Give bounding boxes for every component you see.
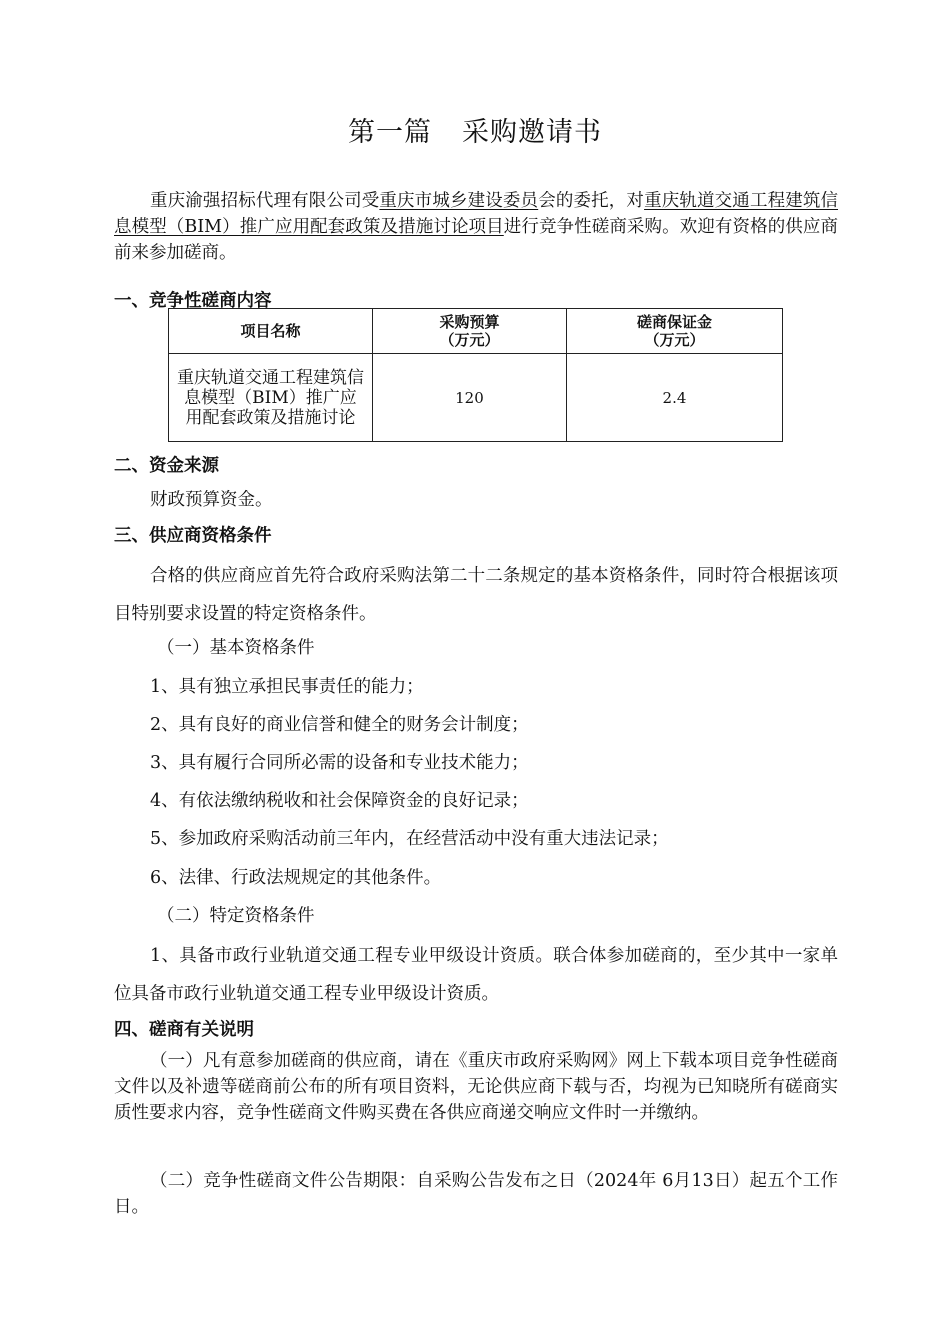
- page-title: [0, 110, 950, 149]
- list-item: 6、法律、行政法规规定的其他条件。: [150, 868, 442, 888]
- special-qualification-title: （二）特定资格条件: [157, 906, 315, 926]
- table-header-deposit: 磋商保证金 （万元）: [566, 309, 782, 354]
- procurement-table: [168, 308, 783, 442]
- section-2-heading: 二、资金来源: [114, 456, 219, 476]
- title-part-2: 采购邀请书: [462, 117, 602, 148]
- table-header-row: [169, 309, 783, 354]
- table-cell-deposit: 2.4: [566, 354, 782, 442]
- section-4-heading: 四、磋商有关说明: [114, 1020, 254, 1040]
- basic-qualification-title: （一）基本资格条件: [157, 638, 315, 658]
- list-item: 4、有依法缴纳税收和社会保障资金的良好记录；: [150, 791, 529, 811]
- list-item: 1、具有独立承担民事责任的能力；: [150, 677, 424, 697]
- table-cell-budget: 120: [372, 354, 566, 442]
- qualification-intro: 合格的供应商应首先符合政府采购法第二十二条规定的基本资格条件，同时符合根据该项目特别要求设置的特定资格条件。: [114, 566, 838, 624]
- intro-mid: 会的委托，对: [538, 191, 645, 211]
- funding-text: 财政预算资金。: [150, 490, 273, 510]
- list-item: 5、参加政府采购活动前三年内，在经营活动中没有重大违法记录；: [150, 829, 669, 849]
- table-row: [169, 354, 783, 442]
- project-name: 重庆轨道交通工程建筑信息模型（BIM）推广应用配套政策及措施讨论项目: [114, 191, 839, 237]
- intro-prefix: 重庆渝强招标代理有限公司受: [150, 191, 380, 211]
- table-header-name: 项目名称: [169, 309, 373, 354]
- section-3-heading: 三、供应商资格条件: [114, 526, 272, 546]
- special-qualification-text: 1、具备市政行业轨道交通工程专业甲级设计资质。联合体参加磋商的，至少其中一家单位具备市政行业轨道交通工程专业甲级设计资质。: [114, 946, 838, 1004]
- intro-suffix: 进行竞争性磋商采购。欢迎有资格的供应商前来参加磋商。: [114, 217, 839, 263]
- list-item: 2、具有良好的商业信誉和健全的财务会计制度；: [150, 715, 529, 735]
- list-item: 3、具有履行合同所必需的设备和专业技术能力；: [150, 753, 529, 773]
- notes-paragraph-2: （二）竞争性磋商文件公告期限：自采购公告发布之日（2024年 6月13日）起五个工作日。: [114, 1171, 838, 1217]
- section-1-heading: 一、竞争性磋商内容: [114, 291, 272, 311]
- table-cell-project: 重庆轨道交通工程建筑信息模型（BIM）推广应用配套政策及措施讨论: [169, 354, 373, 442]
- notes-paragraph-1: （一）凡有意参加磋商的供应商，请在《重庆市政府采购网》网上下载本项目竞争性磋商文件以及补遗等磋商前公布的所有项目资料，无论供应商下载与否，均视为已知晓所有磋商实质性要求内容，竞争性磋商文件购买费在各供应商递交响应文件时一并缴纳。: [114, 1051, 838, 1123]
- client-name: 重庆市城乡建设委员: [379, 191, 539, 211]
- title-part-1: 第一篇: [348, 117, 432, 148]
- intro-paragraph: [114, 188, 838, 266]
- table-header-budget: 采购预算 （万元）: [372, 309, 566, 354]
